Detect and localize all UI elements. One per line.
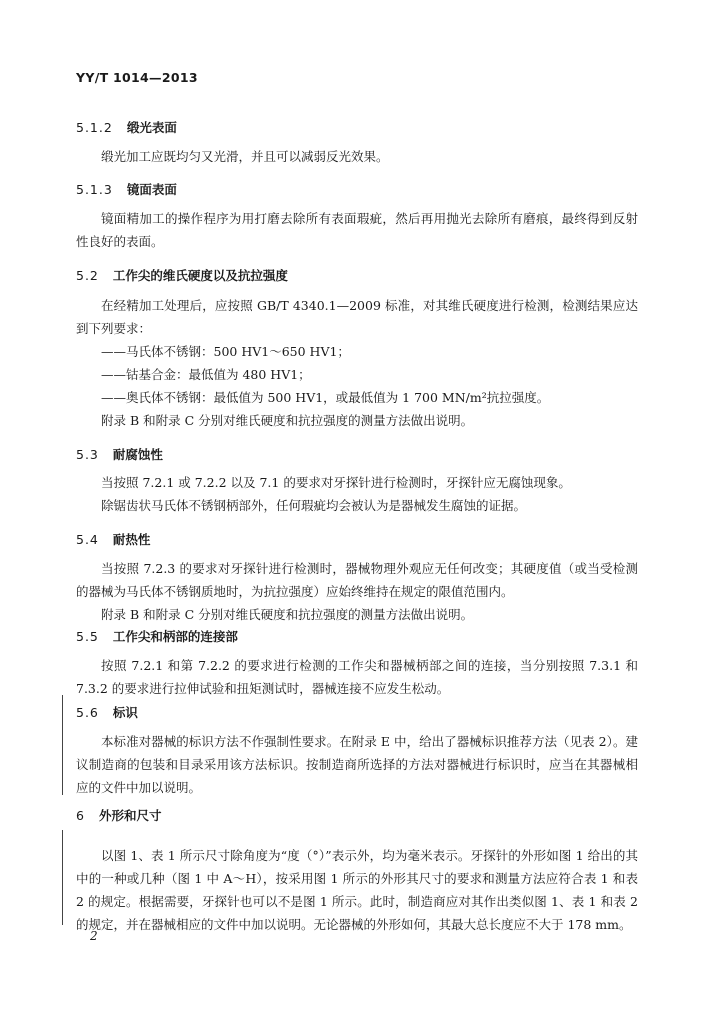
list-item: ——马氏体不锈钢：500 HV1～650 HV1； — [101, 344, 350, 359]
margin-change-bar — [62, 830, 63, 925]
list-item: ——钴基合金：最低值为 480 HV1； — [101, 367, 311, 382]
section-5-5-body: 按照 7.2.1 和第 7.2.2 的要求进行检测的工作尖和器械柄部之间的连接，当分别按照 7.3.1 和 7.3.2 的要求进行拉伸试验和扭矩测试时，器械连接不应发生松动。 — [76, 658, 638, 696]
section-title: 镜面表面 — [126, 182, 177, 197]
section-5-1-3-heading — [76, 180, 177, 198]
section-5-6-body: 本标准对器械的标识方法不作强制性要求。在附录 E 中，给出了器械标识推荐方法（见表 2）。建议制造商的包装和目录采用该方法标识。按制造商所选择的方法对器械进行标识时，应当在其器械相应的文件中加以说明。 — [76, 734, 638, 795]
section-5-3-heading — [76, 445, 163, 463]
section-number: 5.1.2 — [76, 120, 113, 135]
section-5-4-heading — [76, 530, 150, 548]
section-title: 外形和尺寸 — [98, 808, 162, 823]
section-title: 工作尖的维氏硬度以及抗拉强度 — [112, 268, 288, 283]
section-number: 5.4 — [76, 532, 99, 547]
section-number: 6 — [76, 808, 85, 823]
section-title: 耐热性 — [112, 532, 151, 547]
section-5-2-note: 附录 B 和附录 C 分别对维氏硬度和抗拉强度的测量方法做出说明。 — [101, 413, 474, 428]
section-6-body: 以图 1、表 1 所示尺寸除角度为“度（°）”表示外，均为毫米表示。牙探针的外形如图 1 给出的其中的一种或几种（图 1 中 A～H），按采用图 1 所示的外形其尺寸的要求和测量方法应符合表 1 和表 2 的规定。根据需要，牙探针也可以不是图 1 所示。此时，制造商应对其作出类似图 1、表 1 和表 2 的规定，并在器械相应的文件中加以说明。无论器械的外形如何，其最大总长度应不大于 178 mm。 — [76, 848, 638, 932]
section-title: 缎光表面 — [126, 120, 177, 135]
list-item: ——奥氏体不锈钢：最低值为 500 HV1，或最低值为 1 700 MN/m²抗拉强度。 — [101, 390, 550, 405]
section-title: 耐腐蚀性 — [112, 447, 163, 462]
section-title: 工作尖和柄部的连接部 — [112, 629, 238, 644]
section-number: 5.2 — [76, 268, 99, 283]
section-number: 5.5 — [76, 629, 99, 644]
section-title: 标识 — [112, 705, 138, 720]
section-5-6-heading — [76, 703, 138, 721]
margin-change-bar — [62, 695, 63, 795]
section-6-heading — [76, 806, 161, 824]
page-number: 2 — [90, 929, 98, 943]
section-5-4-body-1: 当按照 7.2.3 的要求对牙探针进行检测时，器械物理外观应无任何改变；其硬度值（或当受检测的器械为马氏体不锈钢质地时，为抗拉强度）应始终维持在规定的限值范围内。 — [76, 561, 638, 599]
section-5-1-2-body: 缎光加工应既均匀又光滑，并且可以减弱反光效果。 — [101, 149, 389, 164]
section-number: 5.6 — [76, 705, 99, 720]
section-number: 5.3 — [76, 447, 99, 462]
section-5-1-3-body: 镜面精加工的操作程序为用打磨去除所有表面瑕疵，然后再用抛光去除所有磨痕，最终得到反射性良好的表面。 — [76, 211, 638, 249]
section-5-5-heading — [76, 627, 238, 645]
section-5-3-body-1: 当按照 7.2.1 或 7.2.2 以及 7.1 的要求对牙探针进行检测时，牙探针应无腐蚀现象。 — [101, 475, 571, 490]
section-5-1-2-heading — [76, 118, 177, 136]
section-5-3-body-2: 除锯齿状马氏体不锈钢柄部外，任何瑕疵均会被认为是器械发生腐蚀的证据。 — [101, 498, 527, 513]
section-number: 5.1.3 — [76, 182, 113, 197]
standard-header: YY/T 1014—2013 — [76, 70, 198, 85]
section-5-4-body-2: 附录 B 和附录 C 分别对维氏硬度和抗拉强度的测量方法做出说明。 — [101, 607, 474, 622]
section-5-2-body: 在经精加工处理后，应按照 GB/T 4340.1—2009 标准，对其维氏硬度进行检测，检测结果应达到下列要求： — [76, 298, 638, 336]
section-5-2-heading — [76, 266, 288, 284]
